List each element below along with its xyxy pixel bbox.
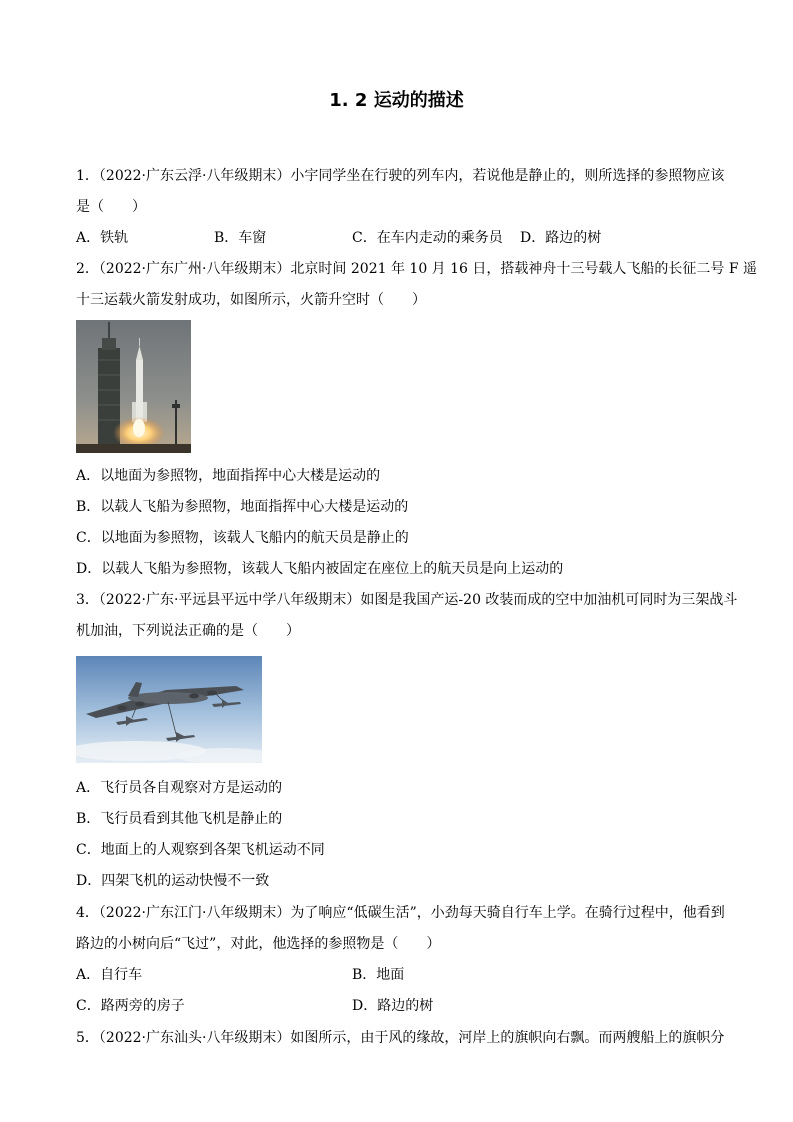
question-1-option-a: A．铁轨 bbox=[76, 230, 129, 246]
question-4-option-c: C．路两旁的房子 bbox=[76, 998, 185, 1014]
page-title: 1. 2 运动的描述 bbox=[329, 90, 464, 111]
question-1-stem-line-1: 1．（2022·广东云浮·八年级期末）小宇同学坐在行驶的列车内，若说他是静止的，则所选择的参照物应该 bbox=[76, 168, 725, 184]
question-2-option-b: B．以载人飞船为参照物，地面指挥中心大楼是运动的 bbox=[76, 499, 409, 515]
question-4-stem-line-2: 路边的小树向后“飞过”，对此，他选择的参照物是（ ） bbox=[76, 936, 441, 952]
question-3-option-a: A．飞行员各自观察对方是运动的 bbox=[76, 780, 283, 796]
rocket-launch-photo bbox=[76, 320, 191, 453]
question-3-stem-line-1: 3．（2022·广东·平远县平远中学八年级期末）如图是我国产运-20 改装而成的空中加油机可同时为三架战斗 bbox=[76, 592, 738, 608]
question-2-option-c: C．以地面为参照物，该载人飞船内的航天员是静止的 bbox=[76, 530, 409, 546]
question-1-option-b: B．车窗 bbox=[214, 230, 267, 246]
question-4-option-b: B．地面 bbox=[352, 967, 405, 983]
question-3-option-d: D．四架飞机的运动快慢不一致 bbox=[76, 873, 270, 889]
aerial-refueling-photo bbox=[76, 656, 262, 763]
question-3-option-c: C．地面上的人观察到各架飞机运动不同 bbox=[76, 842, 325, 858]
question-3-stem-line-2: 机加油，下列说法正确的是（ ） bbox=[76, 623, 300, 639]
question-2-stem-line-1: 2．（2022·广东广州·八年级期末）北京时间 2021 年 10 月 16 日，搭载神舟十三号载人飞船的长征二号 F 遥 bbox=[76, 261, 758, 277]
question-3-option-b: B．飞行员看到其他飞机是静止的 bbox=[76, 811, 283, 827]
question-4-option-a: A．自行车 bbox=[76, 967, 143, 983]
question-1-option-c: C．在车内走动的乘务员 bbox=[352, 230, 503, 246]
question-1-option-d: D．路边的树 bbox=[520, 230, 602, 246]
question-4-option-d: D．路边的树 bbox=[352, 998, 434, 1014]
question-2-option-d: D．以载人飞船为参照物，该载人飞船内被固定在座位上的航天员是向上运动的 bbox=[76, 561, 564, 577]
question-2-stem-line-2: 十三运载火箭发射成功，如图所示，火箭升空时（ ） bbox=[76, 292, 426, 308]
question-1-stem-line-2: 是（ ） bbox=[76, 199, 146, 215]
question-5-stem-line-1: 5．（2022·广东汕头·八年级期末）如图所示，由于风的缘故，河岸上的旗帜向右飘。而两艘船上的旗帜分 bbox=[76, 1030, 725, 1046]
question-2-option-a: A．以地面为参照物，地面指挥中心大楼是运动的 bbox=[76, 468, 381, 484]
question-4-stem-line-1: 4．（2022·广东江门·八年级期末）为了响应“低碳生活”，小劲每天骑自行车上学。在骑行过程中，他看到 bbox=[76, 905, 725, 921]
